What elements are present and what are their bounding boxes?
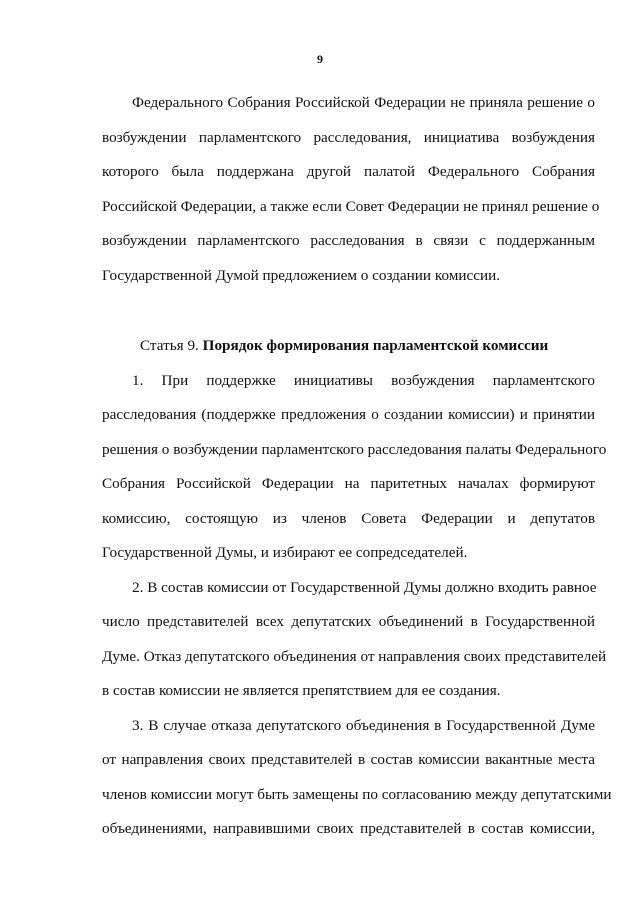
text-line: которого была поддержана другой палатой Федерального Собрания [102, 163, 595, 180]
text-line: объединениями, направившими своих представителей в состав комиссии, [102, 820, 595, 837]
text-line: решения о возбуждении парламентского расследования палаты Федерального [102, 440, 607, 458]
text-line: комиссию, состоящую из членов Совета Федерации и депутатов [102, 509, 595, 527]
text-line: Федерального Собрания Российской Федерации не приняла решение о [132, 94, 595, 111]
text-line: 1. При поддержке инициативы возбуждения парламентского [132, 371, 595, 389]
article-heading [102, 329, 595, 364]
text-line: 3. В случае отказа депутатского объединения в Государственной Думе [132, 716, 595, 734]
article-title: Порядок формирования парламентской комиссии [202, 337, 549, 354]
text-line: число представителей всех депутатских объединений в Государственной [102, 613, 595, 630]
text-line: в состав комиссии не является препятствием для ее создания. [102, 682, 501, 699]
text-line: Государственной Думой предложением о создании комиссии. [102, 266, 501, 284]
text-line: Думе. Отказ депутатского объединения от направления своих представителей [102, 647, 607, 665]
text-line: Государственной Думы, и избирают ее сопредседателей. [102, 544, 468, 561]
document-body [102, 86, 612, 847]
page-number: 9 [317, 52, 323, 66]
text-line: членов комиссии могут быть замещены по согласованию между депутатскими [102, 785, 612, 803]
article-prefix: Статья 9. [140, 337, 199, 354]
paragraph-gap [102, 293, 595, 329]
text-line: возбуждении парламентского расследования, инициатива возбуждения [102, 128, 595, 146]
text-line: расследования (поддержке предложения о создании комиссии) и принятии [102, 406, 595, 423]
text-line: возбуждении парламентского расследования в связи с поддержанным [102, 232, 595, 249]
text-line: Российской Федерации, а также если Совет Федерации не принял решение о [102, 197, 600, 215]
text-line: 2. В состав комиссии от Государственной Думы должно входить равное [132, 578, 597, 596]
text-line: Собрания Российской Федерации на паритетных началах формируют [102, 475, 595, 492]
text-line: от направления своих представителей в состав комиссии вакантные места [102, 751, 595, 768]
